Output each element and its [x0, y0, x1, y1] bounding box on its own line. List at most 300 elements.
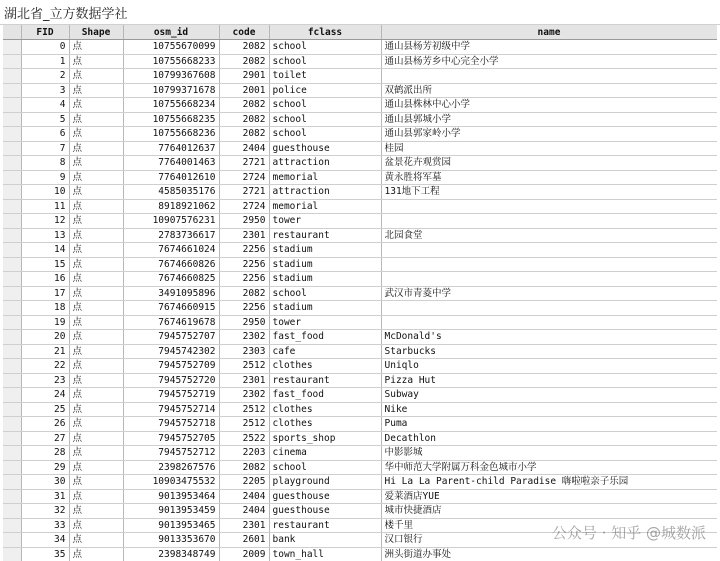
cell-name[interactable] — [381, 315, 717, 330]
header-row — [3, 25, 717, 40]
cell-shape[interactable]: 点 — [69, 402, 123, 417]
cell-fid[interactable]: 16 — [21, 272, 69, 287]
cell-osm-id[interactable]: 7764001463 — [123, 156, 219, 171]
cell-osm-id[interactable]: 10799371678 — [123, 83, 219, 98]
cell-shape[interactable]: 点 — [69, 533, 123, 548]
cell-name[interactable]: Nike — [381, 402, 717, 417]
cell-fclass[interactable]: sports_shop — [269, 431, 381, 446]
cell-osm-id[interactable]: 7945752720 — [123, 373, 219, 388]
cell-fclass[interactable]: bank — [269, 533, 381, 548]
cell-fclass[interactable]: stadium — [269, 257, 381, 272]
row-selector[interactable] — [3, 228, 21, 243]
cell-shape[interactable]: 点 — [69, 112, 123, 127]
cell-osm-id[interactable]: 10799367608 — [123, 69, 219, 84]
table-row[interactable] — [3, 127, 717, 142]
cell-osm-id[interactable]: 7945752707 — [123, 330, 219, 345]
cell-fclass[interactable]: cinema — [269, 446, 381, 461]
cell-fid[interactable]: 15 — [21, 257, 69, 272]
cell-fid[interactable]: 25 — [21, 402, 69, 417]
table-row[interactable] — [3, 330, 717, 345]
cell-shape[interactable]: 点 — [69, 199, 123, 214]
cell-shape[interactable]: 点 — [69, 388, 123, 403]
window-title: 湖北省_立方数据学社 — [4, 7, 128, 22]
cell-fclass[interactable]: attraction — [269, 156, 381, 171]
row-selector[interactable] — [3, 446, 21, 461]
cell-fclass[interactable]: school — [269, 40, 381, 55]
cell-fclass[interactable]: clothes — [269, 359, 381, 374]
row-selector[interactable] — [3, 489, 21, 504]
cell-code[interactable]: 2203 — [219, 446, 269, 461]
cell-fid[interactable]: 17 — [21, 286, 69, 301]
cell-name[interactable]: Puma — [381, 417, 717, 432]
cell-fid[interactable]: 20 — [21, 330, 69, 345]
cell-name[interactable]: 汉口银行 — [381, 533, 717, 548]
cell-osm-id[interactable]: 7945752709 — [123, 359, 219, 374]
table-row[interactable] — [3, 40, 717, 55]
row-selector[interactable] — [3, 518, 21, 533]
cell-name[interactable]: 武汉市青菱中学 — [381, 286, 717, 301]
cell-fid[interactable]: 28 — [21, 446, 69, 461]
cell-name[interactable]: 131地下工程 — [381, 185, 717, 200]
cell-shape[interactable]: 点 — [69, 257, 123, 272]
cell-code[interactable]: 2256 — [219, 272, 269, 287]
cell-fclass[interactable]: playground — [269, 475, 381, 490]
row-selector[interactable] — [3, 286, 21, 301]
cell-name[interactable]: 黄永胜将军墓 — [381, 170, 717, 185]
cell-osm-id[interactable]: 7945742302 — [123, 344, 219, 359]
attribute-grid — [3, 25, 717, 561]
cell-name[interactable]: 爱莱酒店YUE — [381, 489, 717, 504]
cell-shape[interactable]: 点 — [69, 446, 123, 461]
cell-name[interactable]: 通山县杨芳初级中学 — [381, 40, 717, 55]
row-selector[interactable] — [3, 460, 21, 475]
row-selector[interactable] — [3, 257, 21, 272]
cell-code[interactable]: 2205 — [219, 475, 269, 490]
table-row[interactable] — [3, 359, 717, 374]
cell-osm-id[interactable]: 7945752718 — [123, 417, 219, 432]
cell-shape[interactable]: 点 — [69, 83, 123, 98]
cell-shape[interactable]: 点 — [69, 98, 123, 113]
cell-shape[interactable]: 点 — [69, 431, 123, 446]
table-row[interactable] — [3, 547, 717, 561]
cell-shape[interactable]: 点 — [69, 127, 123, 142]
row-selector[interactable] — [3, 156, 21, 171]
cell-name[interactable]: McDonald's — [381, 330, 717, 345]
cell-osm-id[interactable]: 10755668236 — [123, 127, 219, 142]
cell-fid[interactable]: 10 — [21, 185, 69, 200]
cell-osm-id[interactable]: 4585035176 — [123, 185, 219, 200]
column-header-osm-id[interactable]: osm_id — [123, 25, 219, 40]
cell-fclass[interactable]: memorial — [269, 170, 381, 185]
table-row[interactable] — [3, 286, 717, 301]
column-header-fid[interactable]: FID — [21, 25, 69, 40]
cell-fclass[interactable]: school — [269, 286, 381, 301]
cell-name[interactable] — [381, 214, 717, 229]
cell-fclass[interactable]: fast_food — [269, 330, 381, 345]
cell-osm-id[interactable]: 7674660825 — [123, 272, 219, 287]
cell-shape[interactable]: 点 — [69, 359, 123, 374]
cell-fid[interactable]: 13 — [21, 228, 69, 243]
cell-name[interactable]: 洲头街道办事处 — [381, 547, 717, 561]
cell-fclass[interactable]: clothes — [269, 402, 381, 417]
cell-code[interactable]: 2082 — [219, 98, 269, 113]
cell-shape[interactable]: 点 — [69, 460, 123, 475]
cell-fclass[interactable]: restaurant — [269, 373, 381, 388]
cell-name[interactable] — [381, 272, 717, 287]
table-row[interactable] — [3, 475, 717, 490]
row-selector[interactable] — [3, 243, 21, 258]
row-selector[interactable] — [3, 301, 21, 316]
cell-code[interactable]: 2256 — [219, 243, 269, 258]
cell-shape[interactable]: 点 — [69, 315, 123, 330]
cell-fid[interactable]: 19 — [21, 315, 69, 330]
cell-fclass[interactable]: stadium — [269, 272, 381, 287]
cell-osm-id[interactable]: 9013953464 — [123, 489, 219, 504]
cell-shape[interactable]: 点 — [69, 214, 123, 229]
cell-code[interactable]: 2404 — [219, 504, 269, 519]
cell-fid[interactable]: 22 — [21, 359, 69, 374]
cell-code[interactable]: 2082 — [219, 40, 269, 55]
cell-code[interactable]: 2001 — [219, 83, 269, 98]
cell-name[interactable]: 城市快捷酒店 — [381, 504, 717, 519]
cell-shape[interactable]: 点 — [69, 40, 123, 55]
row-selector[interactable] — [3, 199, 21, 214]
row-selector[interactable] — [3, 127, 21, 142]
cell-osm-id[interactable]: 2398348749 — [123, 547, 219, 561]
cell-osm-id[interactable]: 7674660915 — [123, 301, 219, 316]
cell-code[interactable]: 2256 — [219, 301, 269, 316]
window-title-bar — [0, 0, 720, 25]
cell-name[interactable]: 中影影城 — [381, 446, 717, 461]
cell-code[interactable]: 2301 — [219, 228, 269, 243]
cell-fid[interactable]: 29 — [21, 460, 69, 475]
table-row[interactable] — [3, 141, 717, 156]
cell-code[interactable]: 2301 — [219, 373, 269, 388]
cell-shape[interactable]: 点 — [69, 475, 123, 490]
cell-name[interactable] — [381, 199, 717, 214]
table-row[interactable] — [3, 431, 717, 446]
cell-osm-id[interactable]: 7945752712 — [123, 446, 219, 461]
cell-code[interactable]: 2301 — [219, 518, 269, 533]
column-header-code[interactable]: code — [219, 25, 269, 40]
cell-shape[interactable]: 点 — [69, 504, 123, 519]
cell-fclass[interactable]: school — [269, 112, 381, 127]
cell-fclass[interactable]: clothes — [269, 417, 381, 432]
row-selector[interactable] — [3, 344, 21, 359]
cell-osm-id[interactable]: 7764012637 — [123, 141, 219, 156]
cell-name[interactable]: Hi La La Parent-child Paradise 嗨啦啦亲子乐园 — [381, 475, 717, 490]
cell-name[interactable] — [381, 301, 717, 316]
table-row[interactable] — [3, 388, 717, 403]
cell-code[interactable]: 2522 — [219, 431, 269, 446]
cell-shape[interactable]: 点 — [69, 243, 123, 258]
row-selector[interactable] — [3, 417, 21, 432]
cell-shape[interactable]: 点 — [69, 330, 123, 345]
watermark — [552, 522, 706, 543]
cell-code[interactable]: 2082 — [219, 286, 269, 301]
cell-name[interactable] — [381, 257, 717, 272]
row-selector[interactable] — [3, 83, 21, 98]
cell-osm-id[interactable]: 7674660826 — [123, 257, 219, 272]
cell-osm-id[interactable]: 7674661024 — [123, 243, 219, 258]
cell-code[interactable]: 2721 — [219, 185, 269, 200]
cell-shape[interactable]: 点 — [69, 547, 123, 561]
cell-code[interactable]: 2601 — [219, 533, 269, 548]
cell-code[interactable]: 2082 — [219, 54, 269, 69]
cell-osm-id[interactable]: 10755668234 — [123, 98, 219, 113]
cell-fid[interactable]: 14 — [21, 243, 69, 258]
row-selector[interactable] — [3, 547, 21, 561]
select-all-cell[interactable] — [3, 25, 21, 40]
cell-shape[interactable]: 点 — [69, 272, 123, 287]
cell-osm-id[interactable]: 2783736617 — [123, 228, 219, 243]
cell-fid[interactable]: 23 — [21, 373, 69, 388]
cell-fid[interactable]: 5 — [21, 112, 69, 127]
cell-name[interactable] — [381, 243, 717, 258]
cell-fid[interactable]: 9 — [21, 170, 69, 185]
cell-osm-id[interactable]: 10755668235 — [123, 112, 219, 127]
cell-code[interactable]: 2512 — [219, 402, 269, 417]
cell-code[interactable]: 2082 — [219, 127, 269, 142]
table-row[interactable] — [3, 257, 717, 272]
row-selector[interactable] — [3, 185, 21, 200]
row-selector[interactable] — [3, 504, 21, 519]
row-selector[interactable] — [3, 141, 21, 156]
cell-name[interactable]: Decathlon — [381, 431, 717, 446]
cell-fid[interactable]: 11 — [21, 199, 69, 214]
cell-fclass[interactable]: restaurant — [269, 518, 381, 533]
row-selector[interactable] — [3, 402, 21, 417]
table-row[interactable] — [3, 54, 717, 69]
cell-shape[interactable]: 点 — [69, 185, 123, 200]
cell-code[interactable]: 2303 — [219, 344, 269, 359]
row-selector[interactable] — [3, 54, 21, 69]
cell-name[interactable]: Starbucks — [381, 344, 717, 359]
cell-code[interactable]: 2950 — [219, 315, 269, 330]
cell-fid[interactable]: 24 — [21, 388, 69, 403]
table-row[interactable] — [3, 344, 717, 359]
cell-fid[interactable]: 34 — [21, 533, 69, 548]
cell-fid[interactable]: 32 — [21, 504, 69, 519]
cell-name[interactable]: 通山县郭家岭小学 — [381, 127, 717, 142]
cell-shape[interactable]: 点 — [69, 286, 123, 301]
table-row[interactable] — [3, 98, 717, 113]
cell-code[interactable]: 2724 — [219, 170, 269, 185]
cell-fid[interactable]: 30 — [21, 475, 69, 490]
cell-code[interactable]: 2950 — [219, 214, 269, 229]
cell-fclass[interactable]: stadium — [269, 301, 381, 316]
cell-osm-id[interactable]: 10755670099 — [123, 40, 219, 55]
cell-name[interactable]: 桂园 — [381, 141, 717, 156]
table-row[interactable] — [3, 214, 717, 229]
table-row[interactable] — [3, 228, 717, 243]
cell-fid[interactable]: 33 — [21, 518, 69, 533]
column-header-shape[interactable]: Shape — [69, 25, 123, 40]
cell-fclass[interactable]: cafe — [269, 344, 381, 359]
cell-osm-id[interactable]: 7945752714 — [123, 402, 219, 417]
cell-shape[interactable]: 点 — [69, 54, 123, 69]
cell-fclass[interactable]: police — [269, 83, 381, 98]
cell-osm-id[interactable]: 7674619678 — [123, 315, 219, 330]
cell-fid[interactable]: 4 — [21, 98, 69, 113]
row-selector[interactable] — [3, 533, 21, 548]
cell-name[interactable]: Subway — [381, 388, 717, 403]
cell-shape[interactable]: 点 — [69, 301, 123, 316]
cell-name[interactable]: 华中师范大学附属万科金色城市小学 — [381, 460, 717, 475]
cell-code[interactable]: 2256 — [219, 257, 269, 272]
cell-fclass[interactable]: town_hall — [269, 547, 381, 561]
table-row[interactable] — [3, 446, 717, 461]
row-selector[interactable] — [3, 98, 21, 113]
cell-fclass[interactable]: stadium — [269, 243, 381, 258]
cell-fclass[interactable]: tower — [269, 315, 381, 330]
cell-fclass[interactable]: attraction — [269, 185, 381, 200]
cell-fclass[interactable]: school — [269, 98, 381, 113]
cell-name[interactable]: 盆景花卉观赏园 — [381, 156, 717, 171]
cell-fid[interactable]: 3 — [21, 83, 69, 98]
table-row[interactable] — [3, 504, 717, 519]
row-selector[interactable] — [3, 69, 21, 84]
cell-osm-id[interactable]: 9013353670 — [123, 533, 219, 548]
row-selector[interactable] — [3, 272, 21, 287]
cell-name[interactable]: Uniqlo — [381, 359, 717, 374]
cell-fclass[interactable]: guesthouse — [269, 504, 381, 519]
cell-code[interactable]: 2901 — [219, 69, 269, 84]
table-row[interactable] — [3, 69, 717, 84]
cell-osm-id[interactable]: 9013953465 — [123, 518, 219, 533]
table-row[interactable] — [3, 402, 717, 417]
table-row[interactable] — [3, 112, 717, 127]
cell-fid[interactable]: 8 — [21, 156, 69, 171]
cell-name[interactable]: Pizza Hut — [381, 373, 717, 388]
row-selector[interactable] — [3, 373, 21, 388]
table-row[interactable] — [3, 460, 717, 475]
row-selector[interactable] — [3, 330, 21, 345]
cell-fid[interactable]: 21 — [21, 344, 69, 359]
cell-code[interactable]: 2082 — [219, 460, 269, 475]
table-row[interactable] — [3, 170, 717, 185]
cell-code[interactable]: 2512 — [219, 359, 269, 374]
cell-fid[interactable]: 18 — [21, 301, 69, 316]
cell-osm-id[interactable]: 10903475532 — [123, 475, 219, 490]
cell-fclass[interactable]: tower — [269, 214, 381, 229]
cell-osm-id[interactable]: 10755668233 — [123, 54, 219, 69]
cell-osm-id[interactable]: 3491095896 — [123, 286, 219, 301]
cell-fid[interactable]: 26 — [21, 417, 69, 432]
cell-osm-id[interactable]: 2398267576 — [123, 460, 219, 475]
cell-shape[interactable]: 点 — [69, 417, 123, 432]
table-row[interactable] — [3, 315, 717, 330]
cell-fid[interactable]: 6 — [21, 127, 69, 142]
cell-code[interactable]: 2302 — [219, 388, 269, 403]
cell-osm-id[interactable]: 10907576231 — [123, 214, 219, 229]
table-row[interactable] — [3, 185, 717, 200]
row-selector[interactable] — [3, 315, 21, 330]
cell-shape[interactable]: 点 — [69, 69, 123, 84]
row-selector[interactable] — [3, 112, 21, 127]
row-selector[interactable] — [3, 359, 21, 374]
cell-fclass[interactable]: guesthouse — [269, 489, 381, 504]
table-row[interactable] — [3, 373, 717, 388]
cell-name[interactable]: 通山县杨芳乡中心完全小学 — [381, 54, 717, 69]
cell-fid[interactable]: 7 — [21, 141, 69, 156]
cell-name[interactable]: 通山县株林中心小学 — [381, 98, 717, 113]
row-selector[interactable] — [3, 475, 21, 490]
row-selector[interactable] — [3, 214, 21, 229]
table-row[interactable] — [3, 199, 717, 214]
cell-name[interactable]: 北园食堂 — [381, 228, 717, 243]
cell-shape[interactable]: 点 — [69, 170, 123, 185]
cell-fid[interactable]: 0 — [21, 40, 69, 55]
table-row[interactable] — [3, 156, 717, 171]
cell-fclass[interactable]: school — [269, 127, 381, 142]
cell-name[interactable]: 楼千里 — [381, 518, 717, 533]
table-row[interactable] — [3, 83, 717, 98]
cell-code[interactable]: 2302 — [219, 330, 269, 345]
cell-fid[interactable]: 35 — [21, 547, 69, 561]
cell-name[interactable]: 通山县郭城小学 — [381, 112, 717, 127]
row-selector[interactable] — [3, 431, 21, 446]
cell-code[interactable]: 2009 — [219, 547, 269, 561]
cell-shape[interactable]: 点 — [69, 489, 123, 504]
cell-fclass[interactable]: toilet — [269, 69, 381, 84]
cell-name[interactable]: 双鹤派出所 — [381, 83, 717, 98]
table-row[interactable] — [3, 489, 717, 504]
column-header-fclass[interactable]: fclass — [269, 25, 381, 40]
cell-osm-id[interactable]: 7764012610 — [123, 170, 219, 185]
row-selector[interactable] — [3, 40, 21, 55]
cell-code[interactable]: 2512 — [219, 417, 269, 432]
cell-shape[interactable]: 点 — [69, 156, 123, 171]
cell-shape[interactable]: 点 — [69, 344, 123, 359]
cell-fclass[interactable]: school — [269, 54, 381, 69]
cell-fid[interactable]: 31 — [21, 489, 69, 504]
cell-code[interactable]: 2404 — [219, 489, 269, 504]
table-row[interactable] — [3, 301, 717, 316]
table-row[interactable] — [3, 243, 717, 258]
cell-shape[interactable]: 点 — [69, 228, 123, 243]
cell-osm-id[interactable]: 9013953459 — [123, 504, 219, 519]
cell-shape[interactable]: 点 — [69, 373, 123, 388]
row-selector[interactable] — [3, 170, 21, 185]
cell-fid[interactable]: 12 — [21, 214, 69, 229]
cell-osm-id[interactable]: 7945752719 — [123, 388, 219, 403]
cell-fid[interactable]: 27 — [21, 431, 69, 446]
watermark-text: 公众号 · 知乎 @城数派 — [551, 524, 706, 542]
row-selector[interactable] — [3, 388, 21, 403]
cell-shape[interactable]: 点 — [69, 518, 123, 533]
table-row[interactable] — [3, 272, 717, 287]
column-header-name[interactable]: name — [381, 25, 717, 40]
cell-code[interactable]: 2082 — [219, 112, 269, 127]
attribute-table[interactable] — [3, 25, 717, 561]
cell-fclass[interactable]: fast_food — [269, 388, 381, 403]
cell-osm-id[interactable]: 7945752705 — [123, 431, 219, 446]
cell-code[interactable]: 2724 — [219, 199, 269, 214]
cell-code[interactable]: 2404 — [219, 141, 269, 156]
cell-name[interactable] — [381, 69, 717, 84]
table-row[interactable] — [3, 417, 717, 432]
cell-fclass[interactable]: guesthouse — [269, 141, 381, 156]
cell-fid[interactable]: 2 — [21, 69, 69, 84]
cell-shape[interactable]: 点 — [69, 141, 123, 156]
cell-osm-id[interactable]: 8918921062 — [123, 199, 219, 214]
cell-fclass[interactable]: restaurant — [269, 228, 381, 243]
cell-fclass[interactable]: school — [269, 460, 381, 475]
cell-fid[interactable]: 1 — [21, 54, 69, 69]
cell-code[interactable]: 2721 — [219, 156, 269, 171]
cell-fclass[interactable]: memorial — [269, 199, 381, 214]
